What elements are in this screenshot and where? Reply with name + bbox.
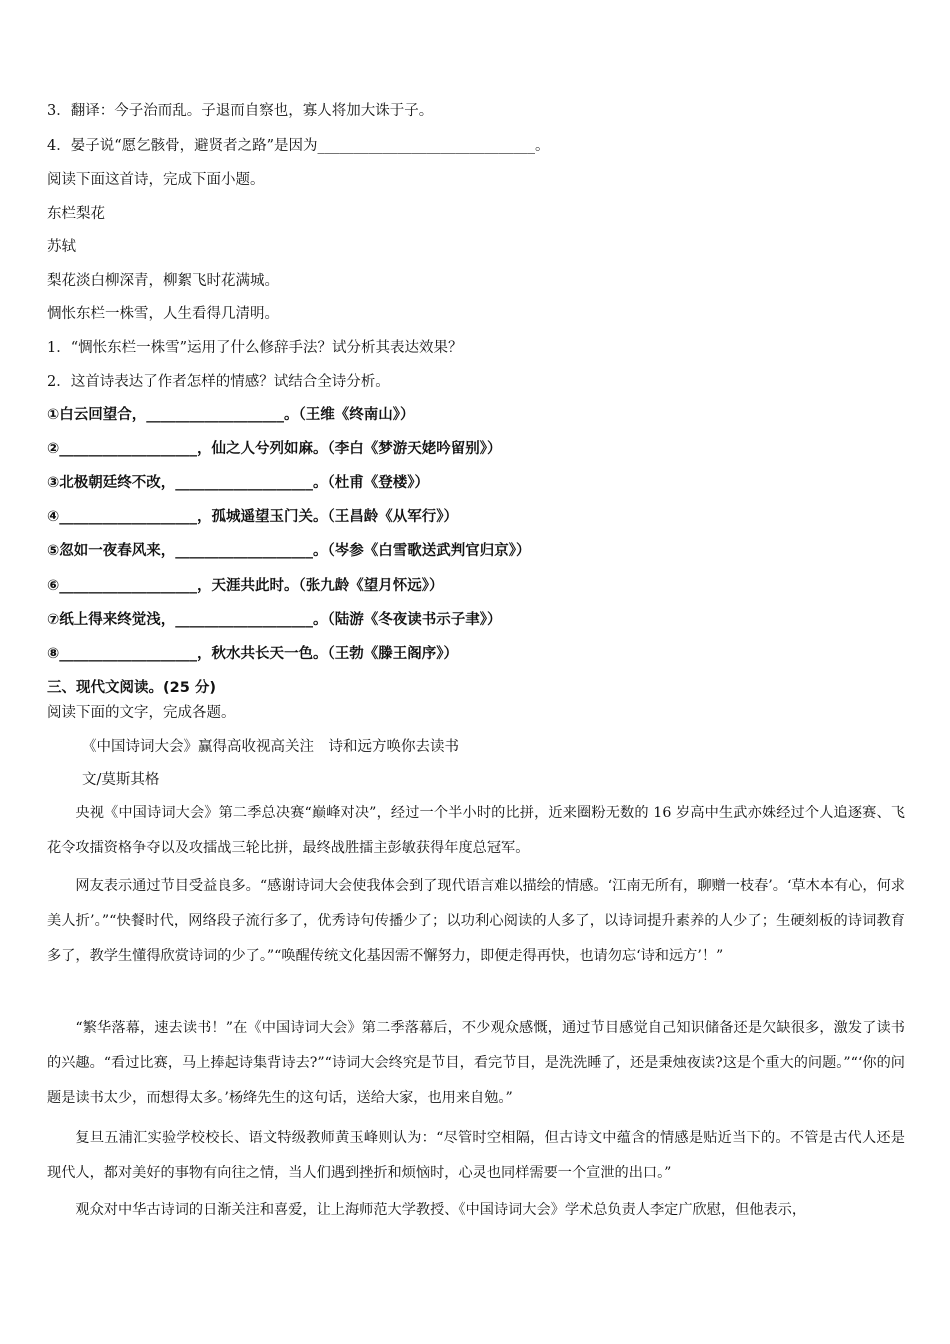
poem-line-1: 梨花淡白柳深青，柳絮飞时花满城。 bbox=[47, 273, 279, 289]
fill-blank-2: ②___________________，仙之人兮列如麻。（李白《梦游天姥吟留别》） bbox=[47, 441, 502, 457]
article-paragraph-5: 观众对中华古诗词的日渐关注和喜爱，让上海师范大学教授、《中国诗词大会》学术总负责人李定广欣慰，但他表示， bbox=[75, 1202, 807, 1218]
article-title: 《中国诗词大会》赢得高收视高关注 诗和远方唤你去读书 bbox=[82, 739, 459, 755]
poem-author: 苏轼 bbox=[47, 239, 76, 255]
poem-instruction: 阅读下面这首诗，完成下面小题。 bbox=[47, 172, 265, 188]
section-heading: 三、现代文阅读。(25 分) bbox=[47, 680, 216, 696]
poem-line-2: 惆怅东栏一株雪，人生看得几清明。 bbox=[47, 306, 279, 322]
article-paragraph-4: 复旦五浦汇实验学校校长、语文特级教师黄玉峰则认为：“尽管时空相隔，但古诗文中蕴含的情感是贴近当下的。不管是古代人还是现代人，都对美好的事物有向往之情，当人们遇到挫折和烦恼时，心灵也同样需要一个宣泄的出口。” bbox=[47, 1130, 905, 1181]
section-instruction: 阅读下面的文字，完成各题。 bbox=[47, 705, 236, 721]
fill-blank-1: ①白云回望合，___________________。（王维《终南山》） bbox=[47, 407, 415, 423]
fill-blank-5: ⑤忽如一夜春风来，___________________。（岑参《白雪歌送武判官归京》） bbox=[47, 543, 531, 559]
poem-question-2: 2．这首诗表达了作者怎样的情感？试结合全诗分析。 bbox=[47, 374, 390, 390]
poem-question-1: 1．“惆怅东栏一株雪”运用了什么修辞手法？试分析其表达效果？ bbox=[47, 340, 463, 356]
article-author: 文/莫斯其格 bbox=[82, 772, 160, 788]
fill-blank-6: ⑥___________________，天涯共此时。（张九龄《望月怀远》） bbox=[47, 578, 444, 594]
article-paragraph-1: 央视《中国诗词大会》第二季总决赛“巅峰对决”，经过一个半小时的比拼，近来圈粉无数的 16 岁高中生武亦姝经过个人追逐赛、飞花令攻擂资格争夺以及攻擂战三轮比拼，最终战胜擂主彭敏获得年度总冠军。 bbox=[47, 805, 905, 856]
fill-blank-7: ⑦纸上得来终觉浅，___________________。（陆游《冬夜读书示子聿》） bbox=[47, 612, 502, 628]
fill-blank-4: ④___________________，孤城遥望玉门关。（王昌龄《从军行》） bbox=[47, 509, 459, 525]
article-paragraph-3: “繁华落幕，速去读书！”在《中国诗词大会》第二季落幕后，不少观众感慨，通过节目感觉自己知识储备还是欠缺很多，激发了读书的兴趣。“看过比赛，马上捧起诗集背诗去?”“诗词大会终究是节目，看完节目，是洗洗睡了，还是秉烛夜读?这是个重大的问题。”“‘你的问题是读书太少，而想得太多。’杨绛先生的这句话，送给大家，也用来自勉。” bbox=[47, 1020, 905, 1106]
question-3-translate: 3．翻译：今子治而乱。子退而自察也，寡人将加大诛于子。 bbox=[47, 103, 434, 119]
fill-blank-8: ⑧___________________，秋水共长天一色。（王勃《滕王阁序》） bbox=[47, 646, 459, 662]
fill-blank-3: ③北极朝廷终不改，___________________。（杜甫《登楼》） bbox=[47, 475, 430, 491]
poem-title: 东栏梨花 bbox=[47, 206, 105, 222]
article-paragraph-2: 网友表示通过节目受益良多。“感谢诗词大会使我体会到了现代语言难以描绘的情感。‘江南无所有，聊赠一枝春’。‘草木本有心，何求美人折’。”“快餐时代，网络段子流行多了，优秀诗句传播少了；以功利心阅读的人多了，以诗词提升素养的人少了；生硬刻板的诗词教育多了，教学生懂得欣赏诗词的少了。”“唤醒传统文化基因需不懈努力，即便走得再快，也请勿忘‘诗和远方’！” bbox=[47, 878, 905, 964]
question-4-yanzi: 4．晏子说“愿乞骸骨，避贤者之路”是因为______________________________。 bbox=[47, 138, 550, 154]
